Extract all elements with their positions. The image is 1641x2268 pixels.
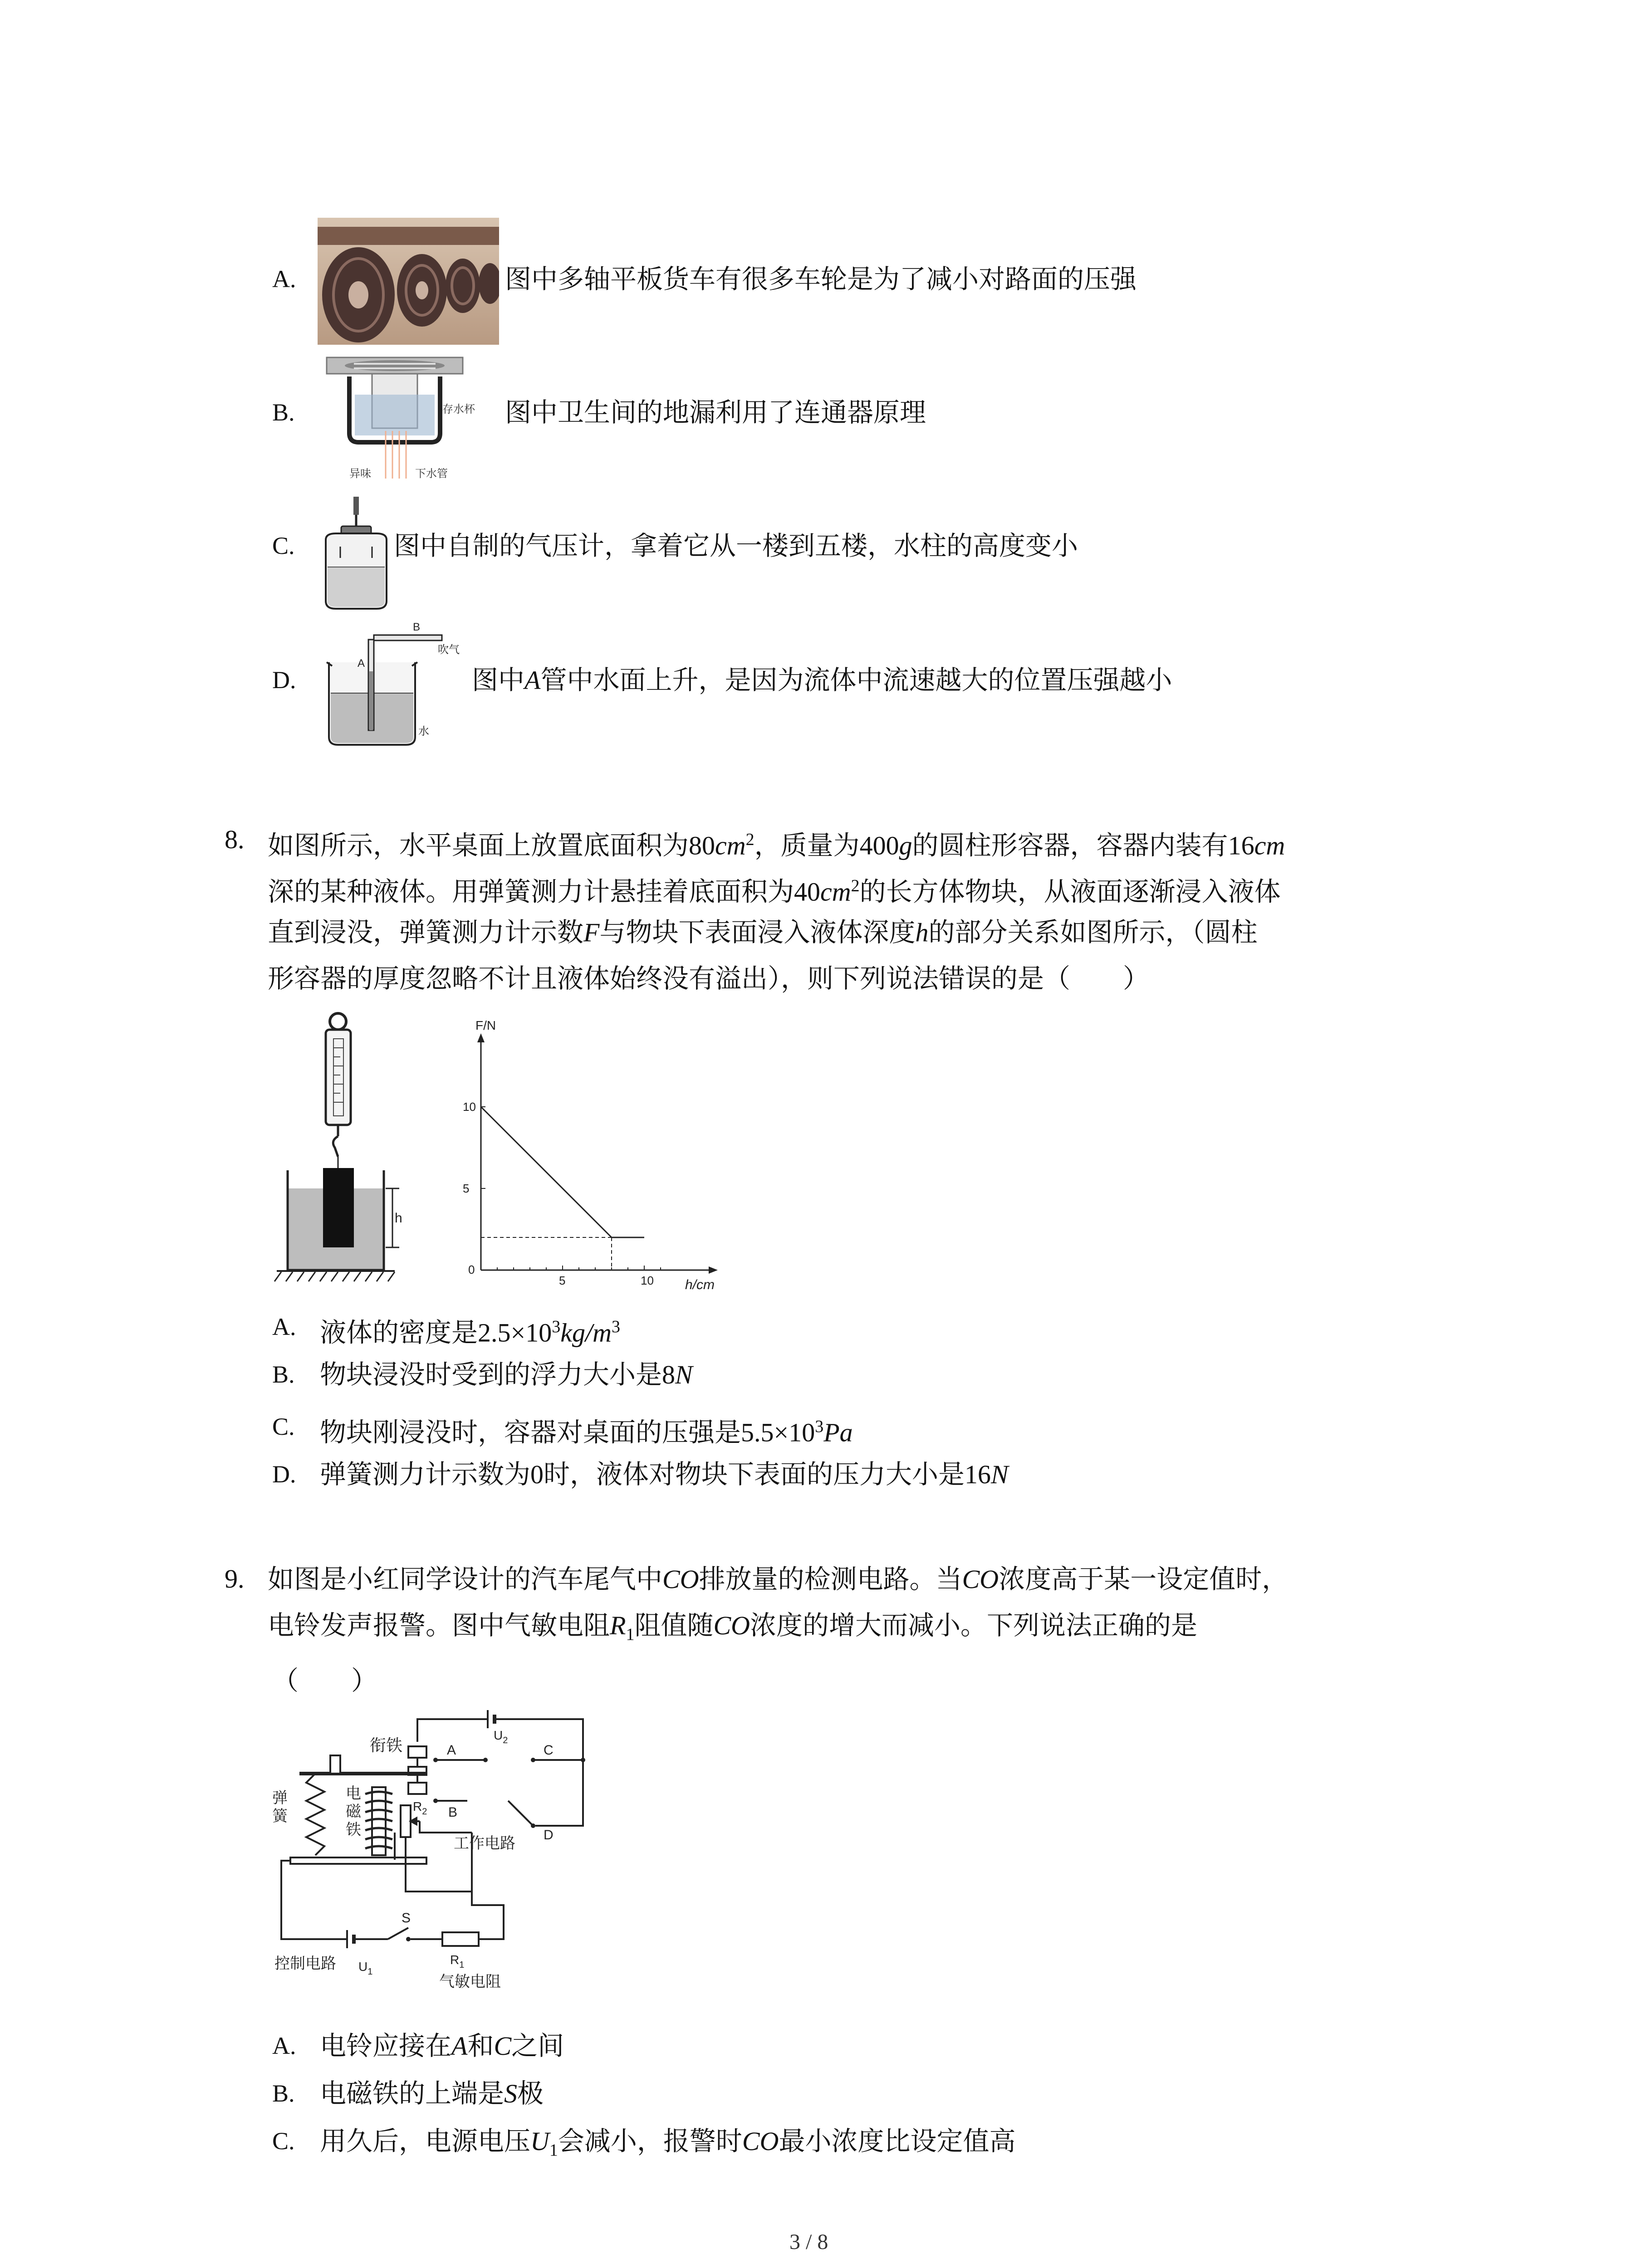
label-tube-b: B: [413, 621, 421, 633]
svg-text:弹: 弹: [272, 1789, 288, 1807]
q9-option-c-text: 用久后，电源电压$U_1$会减小，报警时CO最小浓度比设定值高: [320, 2126, 1016, 2160]
label-switch-s: S: [402, 1911, 411, 1926]
q8-stem-line-2: 深的某种液体。用弹簧测力计悬挂着底面积为$40cm^2$的长方体物块，从液面逐渐浸入液体: [268, 876, 1281, 907]
label-u1: $U_1$: [358, 1960, 373, 1977]
label-drain-pipe: 下水管: [415, 468, 448, 480]
q8-spring-scale-figure: [272, 1012, 408, 1284]
q7-option-d-label: D.: [272, 666, 296, 694]
q7-option-c-text: 图中自制的气压计，拿着它从一楼到五楼，水柱的高度变小: [394, 530, 1078, 561]
q9-option-a-label: A.: [272, 2032, 296, 2059]
flatbed-truck-photo: [318, 218, 499, 345]
q9-stem-line-1: 如图是小红同学设计的汽车尾气中CO排放量的检测电路。当CO浓度高于某一设定值时，: [268, 1564, 1288, 1594]
label-working-circuit: 工作电路: [454, 1835, 515, 1852]
label-b: B: [448, 1805, 458, 1820]
q8-option-c-label: C.: [272, 1413, 295, 1440]
q8-option-c-text: 物块刚浸没时，容器对桌面的压强是$5.5\times 10^3Pa$: [320, 1417, 853, 1448]
label-u2: $U_2$: [494, 1728, 508, 1745]
q8-option-d-label: D.: [272, 1461, 296, 1488]
q8-number: 8.: [225, 825, 245, 854]
q8-stem-line-4: 形容器的厚度忽略不计且液体始终没有溢出），则下列说法错误的是（ ）: [268, 963, 1150, 994]
q8-h-label: h: [395, 1211, 402, 1226]
q8-option-d-text: 弹簧测力计示数为0时，液体对物块下表面的压力大小是16N: [320, 1459, 1009, 1490]
svg-text:电: 电: [346, 1785, 361, 1802]
q8-option-b-label: B.: [272, 1361, 295, 1388]
label-water-storage: 存水杯: [442, 403, 475, 415]
q9-co-alarm-circuit: [272, 1710, 599, 2000]
y-tick-label: 5: [463, 1182, 470, 1195]
label-a: A: [447, 1743, 456, 1758]
label-r2: $R_2$: [413, 1799, 427, 1817]
q8-option-a-label: A.: [272, 1313, 296, 1340]
q8-option-b-text: 物块浸没时受到的浮力大小是8N: [320, 1359, 693, 1390]
q7-option-b-label: B.: [272, 399, 295, 426]
q9-option-b-label: B.: [272, 2080, 295, 2107]
label-r1: $R_1$: [450, 1953, 465, 1970]
q8-stem-line-3: 直到浸没，弹簧测力计示数F与物块下表面浸入液体深度h的部分关系如图所示，（圆柱: [268, 917, 1258, 948]
series-line-force: [481, 1107, 644, 1237]
q8-force-depth-chart: [449, 1012, 740, 1293]
y-tick-label: 0: [468, 1263, 475, 1276]
q9-stem-line-2: 电铃发声报警。图中气敏电阻$R_1$阻值随CO浓度的增大而减小。下列说法正确的是: [268, 1610, 1198, 1644]
label-tube-a: A: [358, 657, 365, 670]
q9-stem-line-3: （ ）: [272, 1665, 378, 1696]
q9-number: 9.: [225, 1564, 245, 1593]
chart-x-label: h/cm: [685, 1277, 715, 1292]
label-armature: 衔铁: [370, 1736, 403, 1755]
q8-stem-line-1: 如图所示，水平桌面上放置底面积为$80cm^2$，质量为400g的圆柱形容器，容器内装有16cm: [268, 830, 1285, 861]
q7-option-c-label: C.: [272, 532, 295, 559]
q8-option-a-text: 液体的密度是$2.5\times 10^3kg/m^3$: [320, 1317, 620, 1348]
q9-option-b-text: 电磁铁的上端是S极: [320, 2078, 544, 2109]
chart-x-arrow: [709, 1266, 718, 1274]
svg-text:铁: 铁: [346, 1821, 361, 1838]
label-blow: 吹气: [438, 644, 460, 656]
floor-drain-diagram: [318, 354, 499, 481]
label-odor: 异味: [349, 468, 371, 480]
q9-option-c-label: C.: [272, 2127, 295, 2155]
chart-y-label: F/N: [475, 1018, 496, 1032]
label-spring: [272, 1789, 289, 1825]
q7-option-d-text: 图中A管中水面上升，是因为流体中流速越大的位置压强越小: [472, 665, 1172, 695]
chart-y-arrow: [477, 1033, 485, 1042]
q7-option-a-label: A.: [272, 265, 296, 293]
q9-option-a-text: 电铃应接在A和C之间: [320, 2030, 564, 2061]
label-water: 水: [418, 725, 429, 738]
q7-option-a-text: 图中多轴平板货车有很多车轮是为了减小对路面的压强: [505, 264, 1137, 294]
label-d: D: [544, 1828, 554, 1843]
y-tick-label: 10: [463, 1100, 476, 1114]
x-tick-label: 5: [559, 1274, 566, 1287]
homemade-barometer: [318, 494, 395, 612]
label-gas-resistor: 气敏电阻: [439, 1973, 501, 1990]
q7-option-b-text: 图中卫生间的地漏利用了连通器原理: [505, 397, 926, 428]
x-tick-label: 10: [641, 1274, 654, 1287]
label-electromagnet: [346, 1785, 362, 1838]
page-number: 3 / 8: [789, 2230, 828, 2254]
svg-text:簧: 簧: [272, 1808, 288, 1825]
label-control-circuit: 控制电路: [274, 1955, 336, 1972]
blow-tube-apparatus: [318, 617, 467, 748]
svg-text:磁: 磁: [346, 1803, 361, 1820]
label-c: C: [544, 1743, 554, 1758]
